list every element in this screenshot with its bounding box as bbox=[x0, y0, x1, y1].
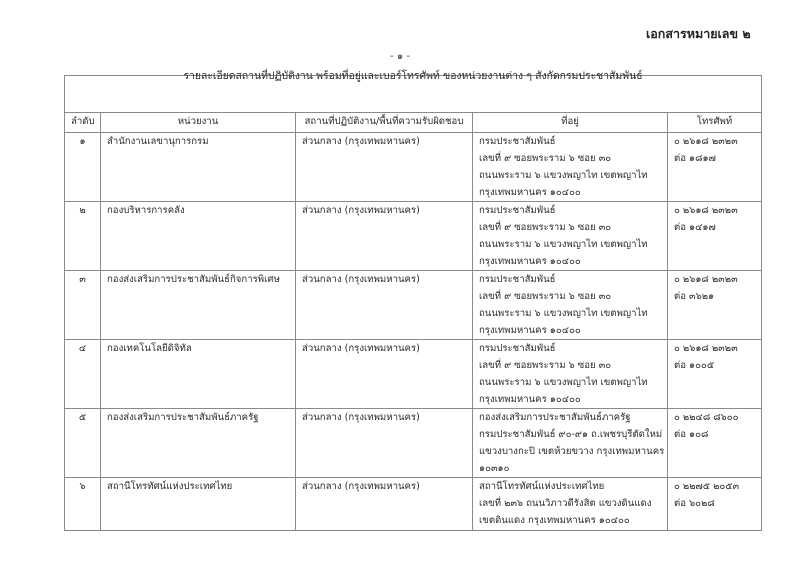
unit-name: สำนักงานเลขานุการกรม bbox=[101, 133, 296, 202]
row-number: ๓ bbox=[65, 271, 101, 340]
address bbox=[473, 478, 668, 531]
location: ส่วนกลาง (กรุงเทพมหานคร) bbox=[296, 271, 473, 340]
phone-extension: ต่อ ๖๐๒๘ bbox=[674, 498, 715, 509]
address-line: แขวงบางกะปิ เขตห้วยขวาง กรุงเทพมหานคร bbox=[479, 446, 665, 457]
address-line: กรุงเทพมหานคร ๑๐๔๐๐ bbox=[479, 256, 581, 267]
phone bbox=[668, 133, 762, 202]
header-location: สถานที่ปฏิบัติงาน/พื้นที่ความรับผิดชอบ bbox=[296, 113, 473, 133]
phone-number: ๐ ๒๖๑๘ ๒๓๒๓ bbox=[674, 136, 738, 147]
address-line: ถนนพระราม ๖ แขวงพญาไท เขตพญาไท bbox=[479, 308, 648, 319]
address-line: กรุงเทพมหานคร ๑๐๔๐๐ bbox=[479, 187, 581, 198]
address-line: เลขที่ ๙ ซอยพระราม ๖ ซอย ๓๐ bbox=[479, 222, 612, 233]
row-number: ๑ bbox=[65, 133, 101, 202]
phone-number: ๐ ๒๖๑๘ ๒๓๒๓ bbox=[674, 274, 738, 285]
phone-number: ๐ ๒๒๔๘ ๘๖๐๐ bbox=[674, 412, 739, 423]
row-number: ๒ bbox=[65, 202, 101, 271]
phone bbox=[668, 340, 762, 409]
unit-name: กองเทคโนโลยีดิจิทัล bbox=[101, 340, 296, 409]
phone-number: ๐ ๒๒๗๕ ๒๐๕๓ bbox=[674, 481, 740, 492]
phone bbox=[668, 202, 762, 271]
phone bbox=[668, 271, 762, 340]
row-number: ๖ bbox=[65, 478, 101, 531]
address-line: กรุงเทพมหานคร ๑๐๔๐๐ bbox=[479, 325, 581, 336]
phone bbox=[668, 409, 762, 478]
location: ส่วนกลาง (กรุงเทพมหานคร) bbox=[296, 202, 473, 271]
row-number: ๕ bbox=[65, 409, 101, 478]
table-row bbox=[65, 202, 762, 271]
document-label: เอกสารหมายเลข ๒ bbox=[646, 26, 751, 41]
address bbox=[473, 271, 668, 340]
address-line: กรมประชาสัมพันธ์ bbox=[479, 343, 556, 354]
address-line: เลขที่ ๙ ซอยพระราม ๖ ซอย ๓๐ bbox=[479, 153, 612, 164]
phone-extension: ต่อ ๓๖๒๑ bbox=[674, 291, 715, 302]
address-line: กรมประชาสัมพันธ์ bbox=[479, 274, 556, 285]
address-line: ๑๐๓๑๐ bbox=[479, 463, 510, 474]
address-line: กรมประชาสัมพันธ์ ๙๐-๙๑ ถ.เพชรบุรีตัดใหม่ bbox=[479, 429, 663, 440]
address bbox=[473, 340, 668, 409]
location: ส่วนกลาง (กรุงเทพมหานคร) bbox=[296, 409, 473, 478]
address-line: ถนนพระราม ๖ แขวงพญาไท เขตพญาไท bbox=[479, 239, 648, 250]
phone-extension: ต่อ ๑๐๘ bbox=[674, 429, 709, 440]
address-line: เลขที่ ๙ ซอยพระราม ๖ ซอย ๓๐ bbox=[479, 291, 612, 302]
address-line: กรมประชาสัมพันธ์ bbox=[479, 136, 556, 147]
address-line: เลขที่ ๒๓๖ ถนนวิภาวดีรังสิต แขวงดินแดง bbox=[479, 498, 652, 509]
row-number: ๔ bbox=[65, 340, 101, 409]
address-line: สถานีโทรทัศน์แห่งประเทศไทย bbox=[479, 481, 605, 492]
header-address: ที่อยู่ bbox=[473, 113, 668, 133]
page-number: - ๑ - bbox=[390, 51, 410, 62]
phone-number: ๐ ๒๖๑๘ ๒๓๒๓ bbox=[674, 205, 738, 216]
address bbox=[473, 133, 668, 202]
offices-table bbox=[64, 70, 762, 531]
header-phone: โทรศัพท์ bbox=[668, 113, 762, 133]
phone-extension: ต่อ ๑๐๐๕ bbox=[674, 360, 715, 371]
address-line: ถนนพระราม ๖ แขวงพญาไท เขตพญาไท bbox=[479, 170, 648, 181]
header-no: ลำดับ bbox=[65, 113, 101, 133]
address-line: กรมประชาสัมพันธ์ bbox=[479, 205, 556, 216]
phone-number: ๐ ๒๖๑๘ ๒๓๒๓ bbox=[674, 343, 738, 354]
table-title: รายละเอียดสถานที่ปฏิบัติงาน พร้อมที่อยู่และเบอร์โทรศัพท์ ของหน่วยงานต่าง ๆ สังกัดกรมประชาสัมพันธ์ bbox=[65, 76, 762, 113]
unit-name: กองส่งเสริมการประชาสัมพันธ์ภาครัฐ bbox=[101, 409, 296, 478]
table-title-row bbox=[65, 76, 762, 113]
header-unit: หน่วยงาน bbox=[101, 113, 296, 133]
table-row bbox=[65, 340, 762, 409]
table-row bbox=[65, 271, 762, 340]
address-line: กรุงเทพมหานคร ๑๐๔๐๐ bbox=[479, 394, 581, 405]
table-row bbox=[65, 478, 762, 531]
phone-extension: ต่อ ๑๘๑๗ bbox=[674, 153, 716, 164]
table-header-row bbox=[65, 113, 762, 133]
phone-extension: ต่อ ๑๔๑๗ bbox=[674, 222, 716, 233]
unit-name: สถานีโทรทัศน์แห่งประเทศไทย bbox=[101, 478, 296, 531]
table-row bbox=[65, 133, 762, 202]
address-line: เลขที่ ๙ ซอยพระราม ๖ ซอย ๓๐ bbox=[479, 360, 612, 371]
address-line: ถนนพระราม ๖ แขวงพญาไท เขตพญาไท bbox=[479, 377, 648, 388]
address-line: กองส่งเสริมการประชาสัมพันธ์ภาครัฐ bbox=[479, 412, 631, 423]
address-line: เขตดินแดง กรุงเทพมหานคร ๑๐๔๐๐ bbox=[479, 515, 630, 526]
table-row bbox=[65, 409, 762, 478]
address bbox=[473, 409, 668, 478]
phone bbox=[668, 478, 762, 531]
location: ส่วนกลาง (กรุงเทพมหานคร) bbox=[296, 478, 473, 531]
location: ส่วนกลาง (กรุงเทพมหานคร) bbox=[296, 340, 473, 409]
address bbox=[473, 202, 668, 271]
unit-name: กองส่งเสริมการประชาสัมพันธ์กิจการพิเศษ bbox=[101, 271, 296, 340]
unit-name: กองบริหารการคลัง bbox=[101, 202, 296, 271]
location: ส่วนกลาง (กรุงเทพมหานคร) bbox=[296, 133, 473, 202]
